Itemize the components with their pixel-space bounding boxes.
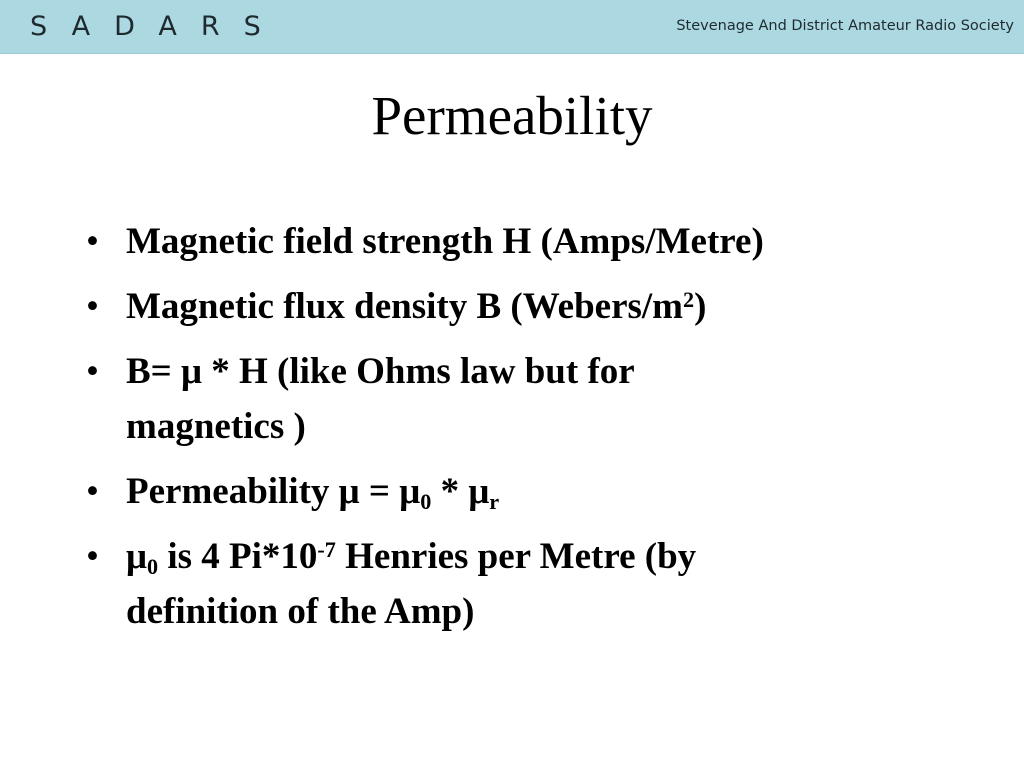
bullet-icon: • [86, 536, 99, 577]
superscript: 2 [683, 286, 695, 312]
bullet-icon: • [86, 471, 99, 512]
bullet-item-flux-density [86, 279, 946, 334]
bullet-text-part: is 4 Pi*10 [158, 536, 318, 577]
bullet-text-part: Magnetic flux density B (Webers/m [126, 286, 684, 327]
bullet-list [86, 214, 946, 649]
bullet-icon: • [86, 221, 99, 262]
sadars-logo: SADARS [30, 11, 285, 42]
bullet-text-part: μ [126, 536, 147, 577]
subscript: r [489, 488, 500, 514]
subscript: 0 [146, 553, 159, 579]
society-name: Stevenage And District Amateur Radio Society [676, 18, 1014, 34]
bullet-item-permeability [86, 464, 946, 519]
superscript: -7 [317, 536, 336, 562]
bullet-text: Magnetic field strength H (Amps/Metre) [126, 221, 764, 262]
bullet-text-part: ) [694, 286, 707, 327]
bullet-text [126, 279, 946, 334]
bullet-icon: • [86, 286, 99, 327]
bullet-icon: • [86, 351, 99, 392]
bullet-item-field-strength [86, 214, 946, 269]
bullet-text [126, 464, 946, 519]
bullet-text [126, 529, 846, 639]
bullet-text: B= μ * H (like Ohms law but for magnetics ) [126, 351, 635, 447]
subscript: 0 [420, 488, 432, 514]
bullet-item-b-equation [86, 344, 946, 454]
bullet-item-mu-zero [86, 529, 946, 639]
header-banner [0, 0, 1024, 54]
bullet-text-part: * μ [431, 471, 490, 512]
bullet-text-part: Henries per Metre (by definition of the Amp) [126, 536, 697, 632]
bullet-text-part: Permeability μ = μ [126, 471, 421, 512]
slide-title: Permeability [371, 85, 653, 146]
